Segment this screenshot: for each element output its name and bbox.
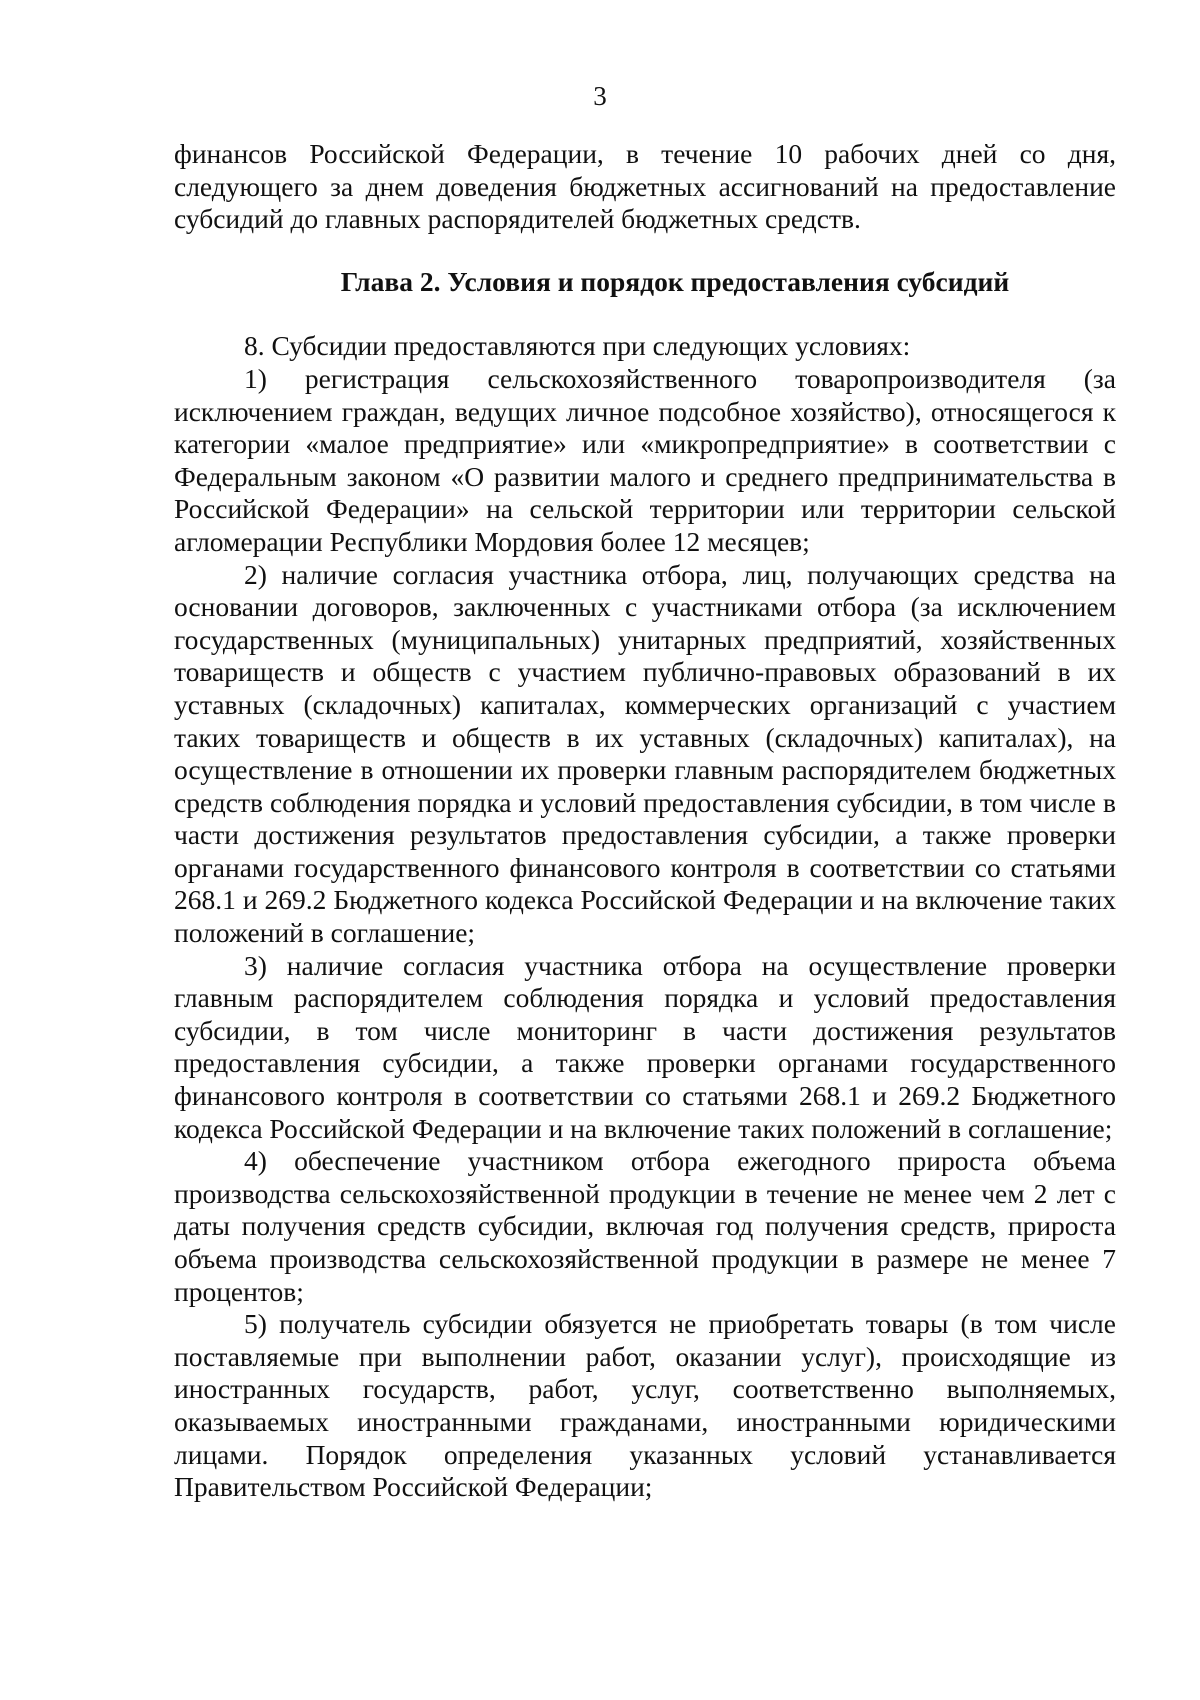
- condition-2: 2) наличие согласия участника отбора, лиц, получающих средства на основании договоров, заключенных с участниками отбора (за исключением государственных (муниципальных) унитарных предприятий, хозяйственных товариществ и обществ с участием публично-правовых образований в их уставных (складочных) капиталах, коммерческих организаций с участием таких товариществ и обществ в их уставных (складочных) капиталах), на осуществление в отношении их проверки главным распорядителем бюджетных средств соблюдения порядка и условий предоставления субсидии, в том числе в части достижения результатов предоставления субсидии, а также проверки органами государственного финансового контроля в соответствии со статьями 268.1 и 269.2 Бюджетного кодекса Российской Федерации и на включение таких положений в соглашение;: [174, 558, 1116, 949]
- document-body: [174, 138, 1116, 1504]
- chapter-heading: Глава 2. Условия и порядок предоставления субсидий: [340, 265, 1010, 297]
- condition-4: 4) обеспечение участником отбора ежегодного прироста объема производства сельскохозяйственной продукции в течение не менее чем 2 лет с даты получения средств субсидии, включая год получения средств, прироста объема производства сельскохозяйственной продукции в размере не менее 7 процентов;: [174, 1145, 1116, 1307]
- condition-5: 5) получатель субсидии обязуется не приобретать товары (в том числе поставляемые при выполнении работ, оказании услуг), происходящие из иностранных государств, работ, услуг, соответственно выполняемых, оказываемых иностранными гражданами, иностранными юридическими лицами. Порядок определения указанных условий устанавливается Правительством Российской Федерации;: [174, 1308, 1116, 1503]
- condition-3: 3) наличие согласия участника отбора на осуществление проверки главным распорядителем соблюдения порядка и условий предоставления субсидии, в том числе мониторинг в части достижения результатов предоставления субсидии, а также проверки органами государственного финансового контроля в соответствии со статьями 268.1 и 269.2 Бюджетного кодекса Российской Федерации и на включение таких положений в соглашение;: [174, 949, 1116, 1144]
- page-number: 3: [593, 81, 607, 111]
- clause-8-intro: 8. Субсидии предоставляются при следующих условиях:: [244, 330, 911, 362]
- continuation-paragraph: финансов Российской Федерации, в течение 10 рабочих дней со дня, следующего за днем доведения бюджетных ассигнований на предоставление субсидий до главных распорядителей бюджетных средств.: [174, 138, 1116, 235]
- condition-1: 1) регистрация сельскохозяйственного товаропроизводителя (за исключением граждан, ведущих личное подсобное хозяйство), относящегося к категории «малое предприятие» или «микропредприятие» в соответствии с Федеральным законом «О развитии малого и среднего предпринимательства в Российской Федерации» на сельской территории или территории сельской агломерации Республики Мордовия более 12 месяцев;: [174, 362, 1116, 557]
